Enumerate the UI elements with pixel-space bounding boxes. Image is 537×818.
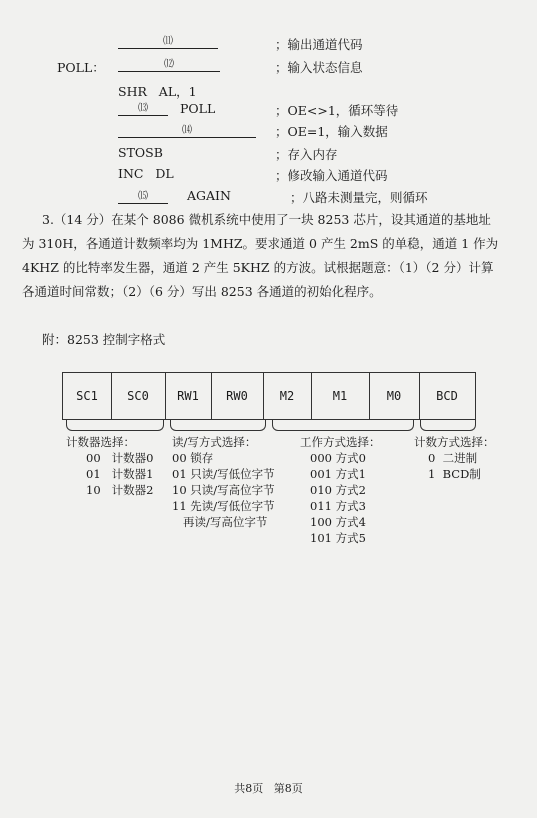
brace-counter bbox=[66, 420, 164, 431]
bit-bcd: BCD bbox=[419, 373, 476, 419]
comment-12: ；输入状态信息 bbox=[275, 60, 363, 75]
brace-bcd bbox=[420, 420, 476, 431]
control-word-table bbox=[62, 372, 476, 420]
comment-inc: ；修改输入通道代码 bbox=[275, 168, 388, 183]
legend-item: 11 先读/写低位字节 bbox=[172, 499, 275, 513]
question-3-line: 各通道时间常数；（2）（6 分）写出 8253 各通道的初始化程序。 bbox=[22, 284, 382, 299]
brace-mode bbox=[272, 420, 414, 431]
legend-header: 计数器选择： bbox=[66, 435, 135, 449]
comment-11: ；输出通道代码 bbox=[275, 37, 363, 52]
legend-item: 10 只读/写高位字节 bbox=[172, 483, 275, 497]
legend-item: 再读/写高位字节 bbox=[172, 515, 268, 529]
code-again: AGAIN bbox=[187, 188, 231, 203]
bit-m0: M0 bbox=[369, 373, 420, 419]
legend-item: 001 方式1 bbox=[310, 467, 366, 481]
count-mode-legend bbox=[414, 434, 495, 482]
comment-stosb: ；存入内存 bbox=[275, 147, 338, 162]
counter-select-legend bbox=[66, 434, 153, 498]
legend-item: 101 方式5 bbox=[310, 531, 366, 545]
question-3-line: 3.（14 分）在某个 8086 微机系统中使用了一块 8253 芯片，设其通道的基地址 bbox=[42, 212, 491, 227]
bit-sc0: SC0 bbox=[111, 373, 166, 419]
legend-item: 00 锁存 bbox=[172, 451, 214, 465]
appendix-title: 附：8253 控制字格式 bbox=[42, 332, 166, 347]
legend-header: 工作方式选择： bbox=[300, 435, 381, 449]
legend-item: 1 BCD制 bbox=[428, 467, 481, 481]
page-footer: 共8页 第8页 bbox=[234, 782, 303, 795]
comment-14: ；OE=1，输入数据 bbox=[275, 124, 388, 139]
legend-item: 01 只读/写低位字节 bbox=[172, 467, 275, 481]
blank-11: ⑾ bbox=[118, 36, 218, 49]
legend-item: 000 方式0 bbox=[310, 451, 366, 465]
code-poll: POLL bbox=[180, 101, 216, 116]
label-poll: POLL： bbox=[57, 60, 105, 75]
legend-item: 10 计数器2 bbox=[86, 483, 154, 497]
legend-item: 00 计数器0 bbox=[86, 451, 154, 465]
bit-rw0: RW0 bbox=[211, 373, 264, 419]
bit-m1: M1 bbox=[311, 373, 370, 419]
question-3-line: 为 310H，各通道计数频率均为 1MHZ。要求通道 0 产生 2mS 的单稳，通道 1 作为 bbox=[22, 236, 499, 251]
legend-item: 100 方式4 bbox=[310, 515, 366, 529]
legend-item: 01 计数器1 bbox=[86, 467, 154, 481]
legend-item: 010 方式2 bbox=[310, 483, 366, 497]
legend-header: 计数方式选择： bbox=[414, 435, 495, 449]
rw-mode-legend bbox=[172, 434, 275, 530]
blank-15: ⒂ bbox=[118, 191, 168, 204]
legend-item: 011 方式3 bbox=[310, 499, 366, 513]
blank-13: ⒀ bbox=[118, 103, 168, 116]
bit-rw1: RW1 bbox=[165, 373, 212, 419]
comment-13: ；OE<>1，循环等待 bbox=[275, 103, 399, 118]
question-3-line: 4KHZ 的比特率发生器，通道 2 产生 5KHZ 的方波。试根据题意：（1）（2 分）计算 bbox=[22, 260, 494, 275]
comment-15: ；八路未测量完，则循环 bbox=[290, 190, 428, 205]
blank-14: ⒁ bbox=[118, 125, 256, 138]
brace-rw bbox=[170, 420, 266, 431]
bit-m2: M2 bbox=[263, 373, 312, 419]
blank-12: ⑿ bbox=[118, 59, 220, 72]
legend-item: 0 二进制 bbox=[428, 451, 478, 465]
work-mode-legend bbox=[300, 434, 381, 546]
bit-sc1: SC1 bbox=[63, 373, 112, 419]
code-shr: SHR AL，1 bbox=[118, 84, 197, 99]
question-3 bbox=[22, 208, 522, 304]
code-stosb: STOSB bbox=[118, 145, 163, 160]
legend-header: 读/写方式选择： bbox=[172, 435, 257, 449]
code-inc: INC DL bbox=[118, 166, 174, 181]
